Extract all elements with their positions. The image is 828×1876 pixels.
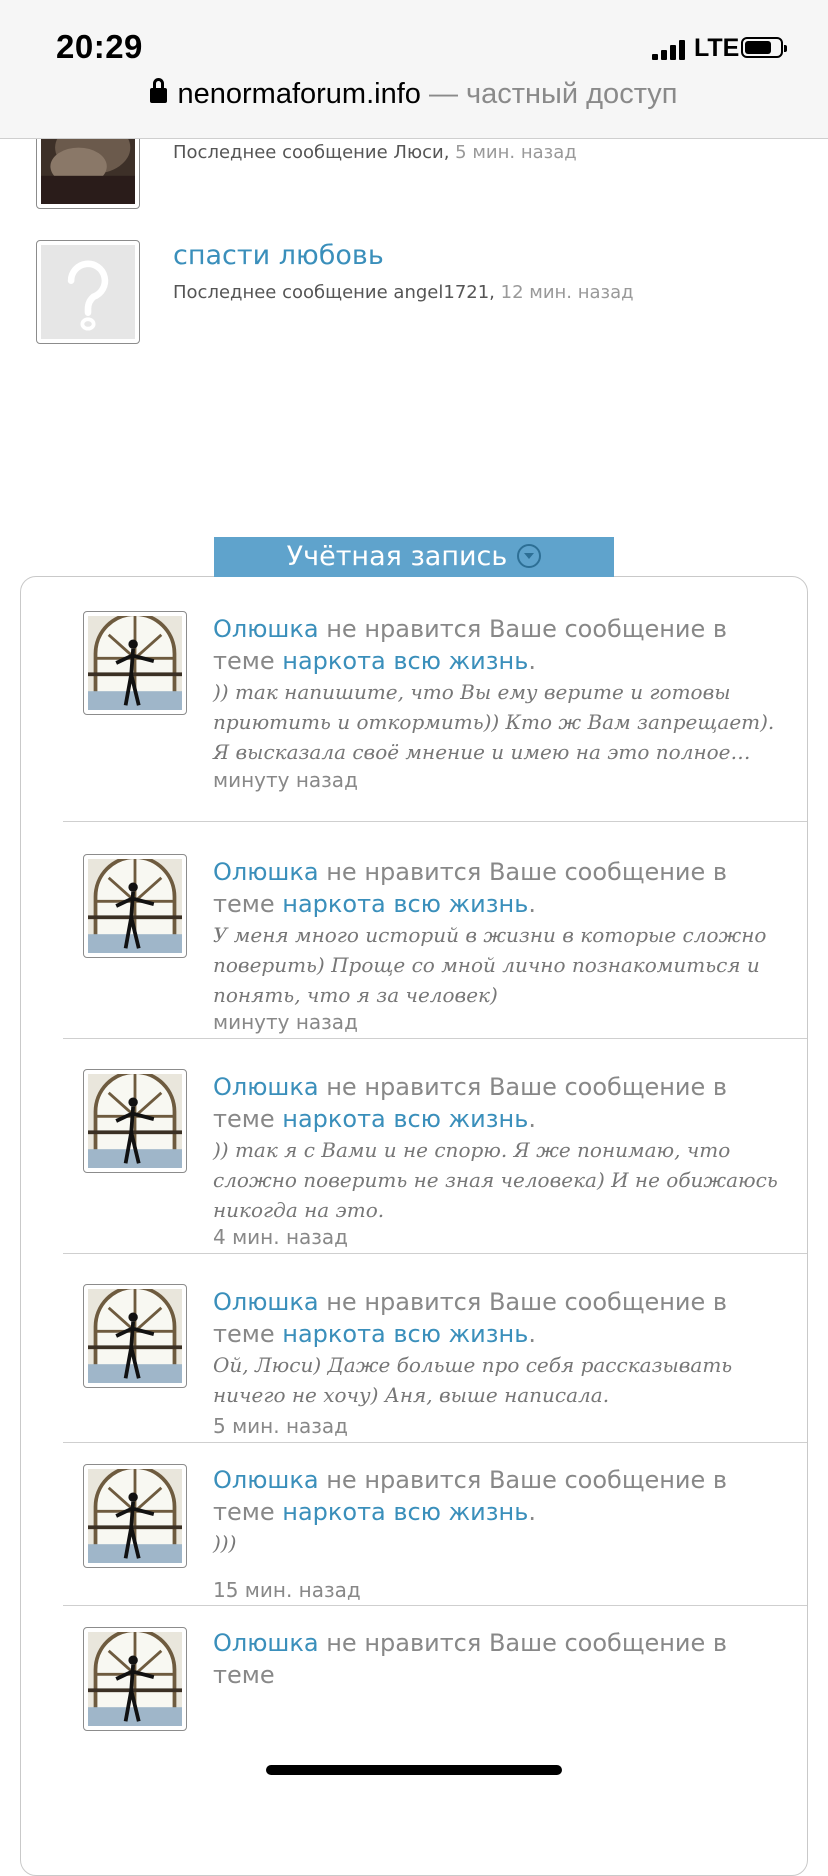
last-post-ago: 5 мин. назад [455, 142, 577, 163]
notification-user[interactable]: Олюшка [213, 1073, 319, 1101]
notification-topic[interactable]: наркота всю жизнь [282, 890, 529, 918]
notification-item[interactable] [63, 1442, 807, 1606]
user-avatar-icon [88, 1632, 182, 1726]
notification-head: Олюшка не нравится Ваше сообщение в теме наркота всю жизнь. [213, 1073, 728, 1133]
avatar[interactable] [83, 854, 187, 958]
avatar[interactable] [83, 1627, 187, 1731]
private-mode-label: — частный доступ [420, 78, 678, 110]
notification-action: не нравится Ваше сообщение в теме [213, 1466, 728, 1526]
notification-user[interactable]: Олюшка [213, 615, 319, 643]
last-post-user[interactable]: Люси [393, 142, 444, 163]
notification-item[interactable] [63, 611, 807, 822]
notification-quote[interactable]: У меня много историй в жизни в которые сложно поверить) Проще со мной лично познакомиться и понять, что я за человек) [213, 923, 767, 1007]
notification-user[interactable]: Олюшка [213, 1288, 319, 1316]
notification-time: минуту назад [213, 768, 358, 792]
notification-time: 5 мин. назад [213, 1414, 349, 1438]
notification-action: не нравится Ваше сообщение в теме [213, 615, 728, 675]
notification-head: Олюшка не нравится Ваше сообщение в теме наркота всю жизнь. [213, 615, 728, 675]
lock-icon [150, 85, 167, 105]
chevron-down-icon[interactable] [517, 544, 541, 568]
address-bar[interactable] [0, 78, 828, 111]
status-time: 20:29 [56, 28, 143, 65]
avatar[interactable] [83, 1284, 187, 1388]
browser-top-bar [0, 0, 828, 139]
notification-user[interactable]: Олюшка [213, 858, 319, 886]
notification-topic[interactable]: наркота всю жизнь [282, 1498, 529, 1526]
forum-title[interactable]: спасти любовь [173, 240, 384, 271]
notification-quote[interactable]: )) так напишите, что Вы ему верите и готовы приютить и откормить)) Кто ж Вам запрещает). Я высказала своё мнение и имею на это полное… [213, 680, 775, 764]
notification-time: 15 мин. назад [213, 1578, 361, 1602]
network-label: LTE [694, 34, 740, 62]
last-post-ago: 12 мин. назад [500, 282, 634, 303]
forum-thumbnail[interactable] [36, 240, 140, 344]
notification-quote[interactable]: )) так я с Вами и не спорю. Я же понимаю, что сложно поверить не зная человека) И не обижаюсь никогда на это. [213, 1138, 778, 1222]
notification-quote[interactable]: Ой, Люси) Даже больше про себя рассказывать ничего не хочу) Аня, выше написала. [213, 1353, 733, 1407]
notification-time: минуту назад [213, 1010, 358, 1034]
notification-user[interactable]: Олюшка [213, 1466, 319, 1494]
notification-head: Олюшка не нравится Ваше сообщение в теме наркота всю жизнь. [213, 1466, 728, 1526]
notification-action: не нравится Ваше сообщение в теме [213, 1073, 728, 1133]
avatar[interactable] [83, 1464, 187, 1568]
user-avatar-icon [88, 616, 182, 710]
notification-action: не нравится Ваше сообщение в теме [213, 1629, 728, 1689]
user-avatar-icon [88, 859, 182, 953]
avatar[interactable] [83, 1069, 187, 1173]
notification-item[interactable] [63, 1253, 807, 1443]
notification-item[interactable] [63, 1038, 807, 1254]
avatar[interactable] [83, 611, 187, 715]
home-indicator[interactable] [266, 1765, 562, 1775]
notification-topic[interactable]: наркота всю жизнь [282, 1320, 529, 1348]
notification-head: Олюшка не нравится Ваше сообщение в теме наркота всю жизнь. [213, 1288, 728, 1348]
account-tab[interactable] [214, 537, 614, 577]
notification-topic[interactable]: наркота всю жизнь [282, 1105, 529, 1133]
notification-item[interactable] [63, 823, 807, 1039]
notification-item[interactable] [63, 1605, 807, 1805]
user-avatar-icon [88, 1074, 182, 1168]
notification-time: 4 мин. назад [213, 1225, 349, 1249]
user-avatar-icon [88, 1469, 182, 1563]
notification-user[interactable]: Олюшка [213, 1629, 319, 1657]
battery-icon [741, 37, 783, 58]
notification-topic[interactable]: наркота всю жизнь [282, 647, 529, 675]
account-tab-label: Учётная запись [286, 541, 508, 572]
notification-action: не нравится Ваше сообщение в теме [213, 1288, 728, 1348]
last-post-prefix: Последнее сообщение [173, 282, 394, 303]
signal-icon [652, 40, 688, 60]
notification-head: Олюшка не нравится Ваше сообщение в теме наркота всю жизнь. [213, 858, 728, 918]
notification-head [213, 1627, 793, 1691]
address-domain: nenormaforum.info [177, 78, 421, 110]
user-avatar-icon [88, 1289, 182, 1383]
last-post-prefix: Последнее сообщение [173, 142, 394, 163]
forum-last-post: Последнее сообщение Люси, 5 мин. назад [173, 142, 577, 163]
last-post-user[interactable]: angel1721 [393, 282, 490, 303]
no-avatar-icon [41, 245, 135, 339]
forum-last-post: Последнее сообщение angel1721, 12 мин. назад [173, 282, 634, 303]
account-panel [20, 576, 808, 1876]
notification-quote[interactable]: ))) [213, 1531, 237, 1555]
notification-action: не нравится Ваше сообщение в теме [213, 858, 728, 918]
